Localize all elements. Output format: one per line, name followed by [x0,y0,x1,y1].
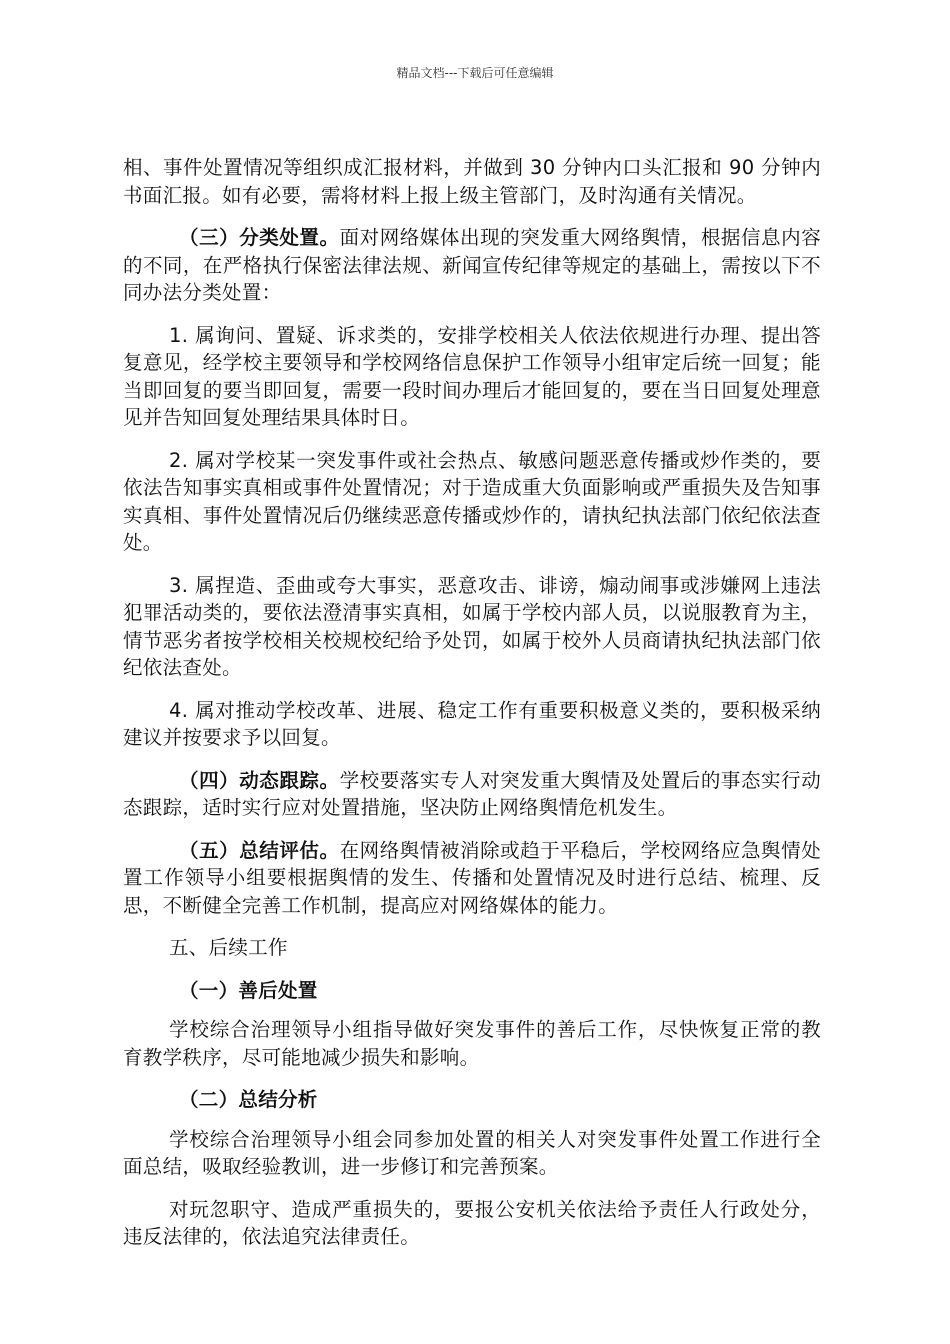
list-item-1: 1. 属询问、置疑、诉求类的，安排学校相关人依法依规进行办理、提出答复意见，经学校主要领导和学校网络信息保护工作领导小组审定后统一回复；能当即回复的要当即回复，需要一段时间办理后才能回复的，要在当日回复处理意见并告知回复处理结果具体时日。 [123,323,821,429]
list-item-2: 2. 属对学校某一突发事件或社会热点、敏感问题恶意传播或炒作类的，要依法告知事实真相或事件处置情况；对于造成重大负面影响或严重损失及告知事实真相、事件处置情况后仍继续恶意传播或炒作的，请执纪执法部门依纪依法查处。 [123,448,821,554]
document-body [123,154,821,1266]
paragraph-classified-handling: （三）分类处置。面对网络媒体出现的突发重大网络舆情，根据信息内容的不同，在严格执行保密法律法规、新闻宣传纪律等规定的基础上，需按以下不同办法分类处置： [123,226,822,304]
list-item-4: 4. 属对推动学校改革、进展、稳定工作有重要积极意义类的，要积极采纳建议并按要求予以回复。 [123,698,821,749]
paragraph-aftermath: 学校综合治理领导小组指导做好突发事件的善后工作，尽快恢复正常的教育教学秩序，尽可能地减少损失和影响。 [123,1018,821,1069]
paragraph-accountability: 对玩忽职守、造成严重损失的，要报公安机关依法给予责任人行政处分，违反法律的，依法追究法律责任。 [123,1197,821,1248]
paragraph-report-continuation: 相、事件处置情况等组织成汇报材料，并做到 30 分钟内口头汇报和 90 分钟内书面汇报。如有必要，需将材料上报上级主管部门，及时沟通有关情况。 [123,156,821,207]
list-item-3: 3. 属捏造、歪曲或夸大事实，恶意攻击、诽谤，煽动闹事或涉嫌网上违法犯罪活动类的，要依法澄清事实真相，如属于学校内部人员，以说服教育为主，情节恶劣者按学校相关校规校纪给予处罚，如属于校外人员商请执纪执法部门依纪依法查处。 [123,573,821,679]
subheading-aftermath: （一）善后处置 [179,978,318,1002]
subheading-summary-analysis: （二）总结分析 [179,1088,318,1111]
section-heading-4: （四）动态跟踪。 [179,768,340,792]
section-heading-5: （五）总结评估。 [179,838,340,862]
paragraph-summary-analysis: 学校综合治理领导小组会同参加处置的相关人对突发事件处置工作进行全面总结，吸取经验教训，进一步修订和完善预案。 [123,1127,821,1178]
paragraph-summary-evaluation: （五）总结评估。在网络舆情被消除或趋于平稳后，学校网络应急舆情处置工作领导小组要根据舆情的发生、传播和处置情况及时进行总结、梳理、反思，不断健全完善工作机制，提高应对网络媒体的能力。 [123,838,822,917]
chapter-heading-follow-up: 五、后续工作 [169,936,288,959]
section-heading-3: （三）分类处置。 [179,226,340,249]
paragraph-dynamic-tracking: （四）动态跟踪。学校要落实专人对突发重大舆情及处置后的事态实行动态跟踪，适时实行应对处置措施，坚决防止网络舆情危机发生。 [123,768,822,819]
page-watermark: 精品文档---下载后可任意编辑 [396,66,554,80]
